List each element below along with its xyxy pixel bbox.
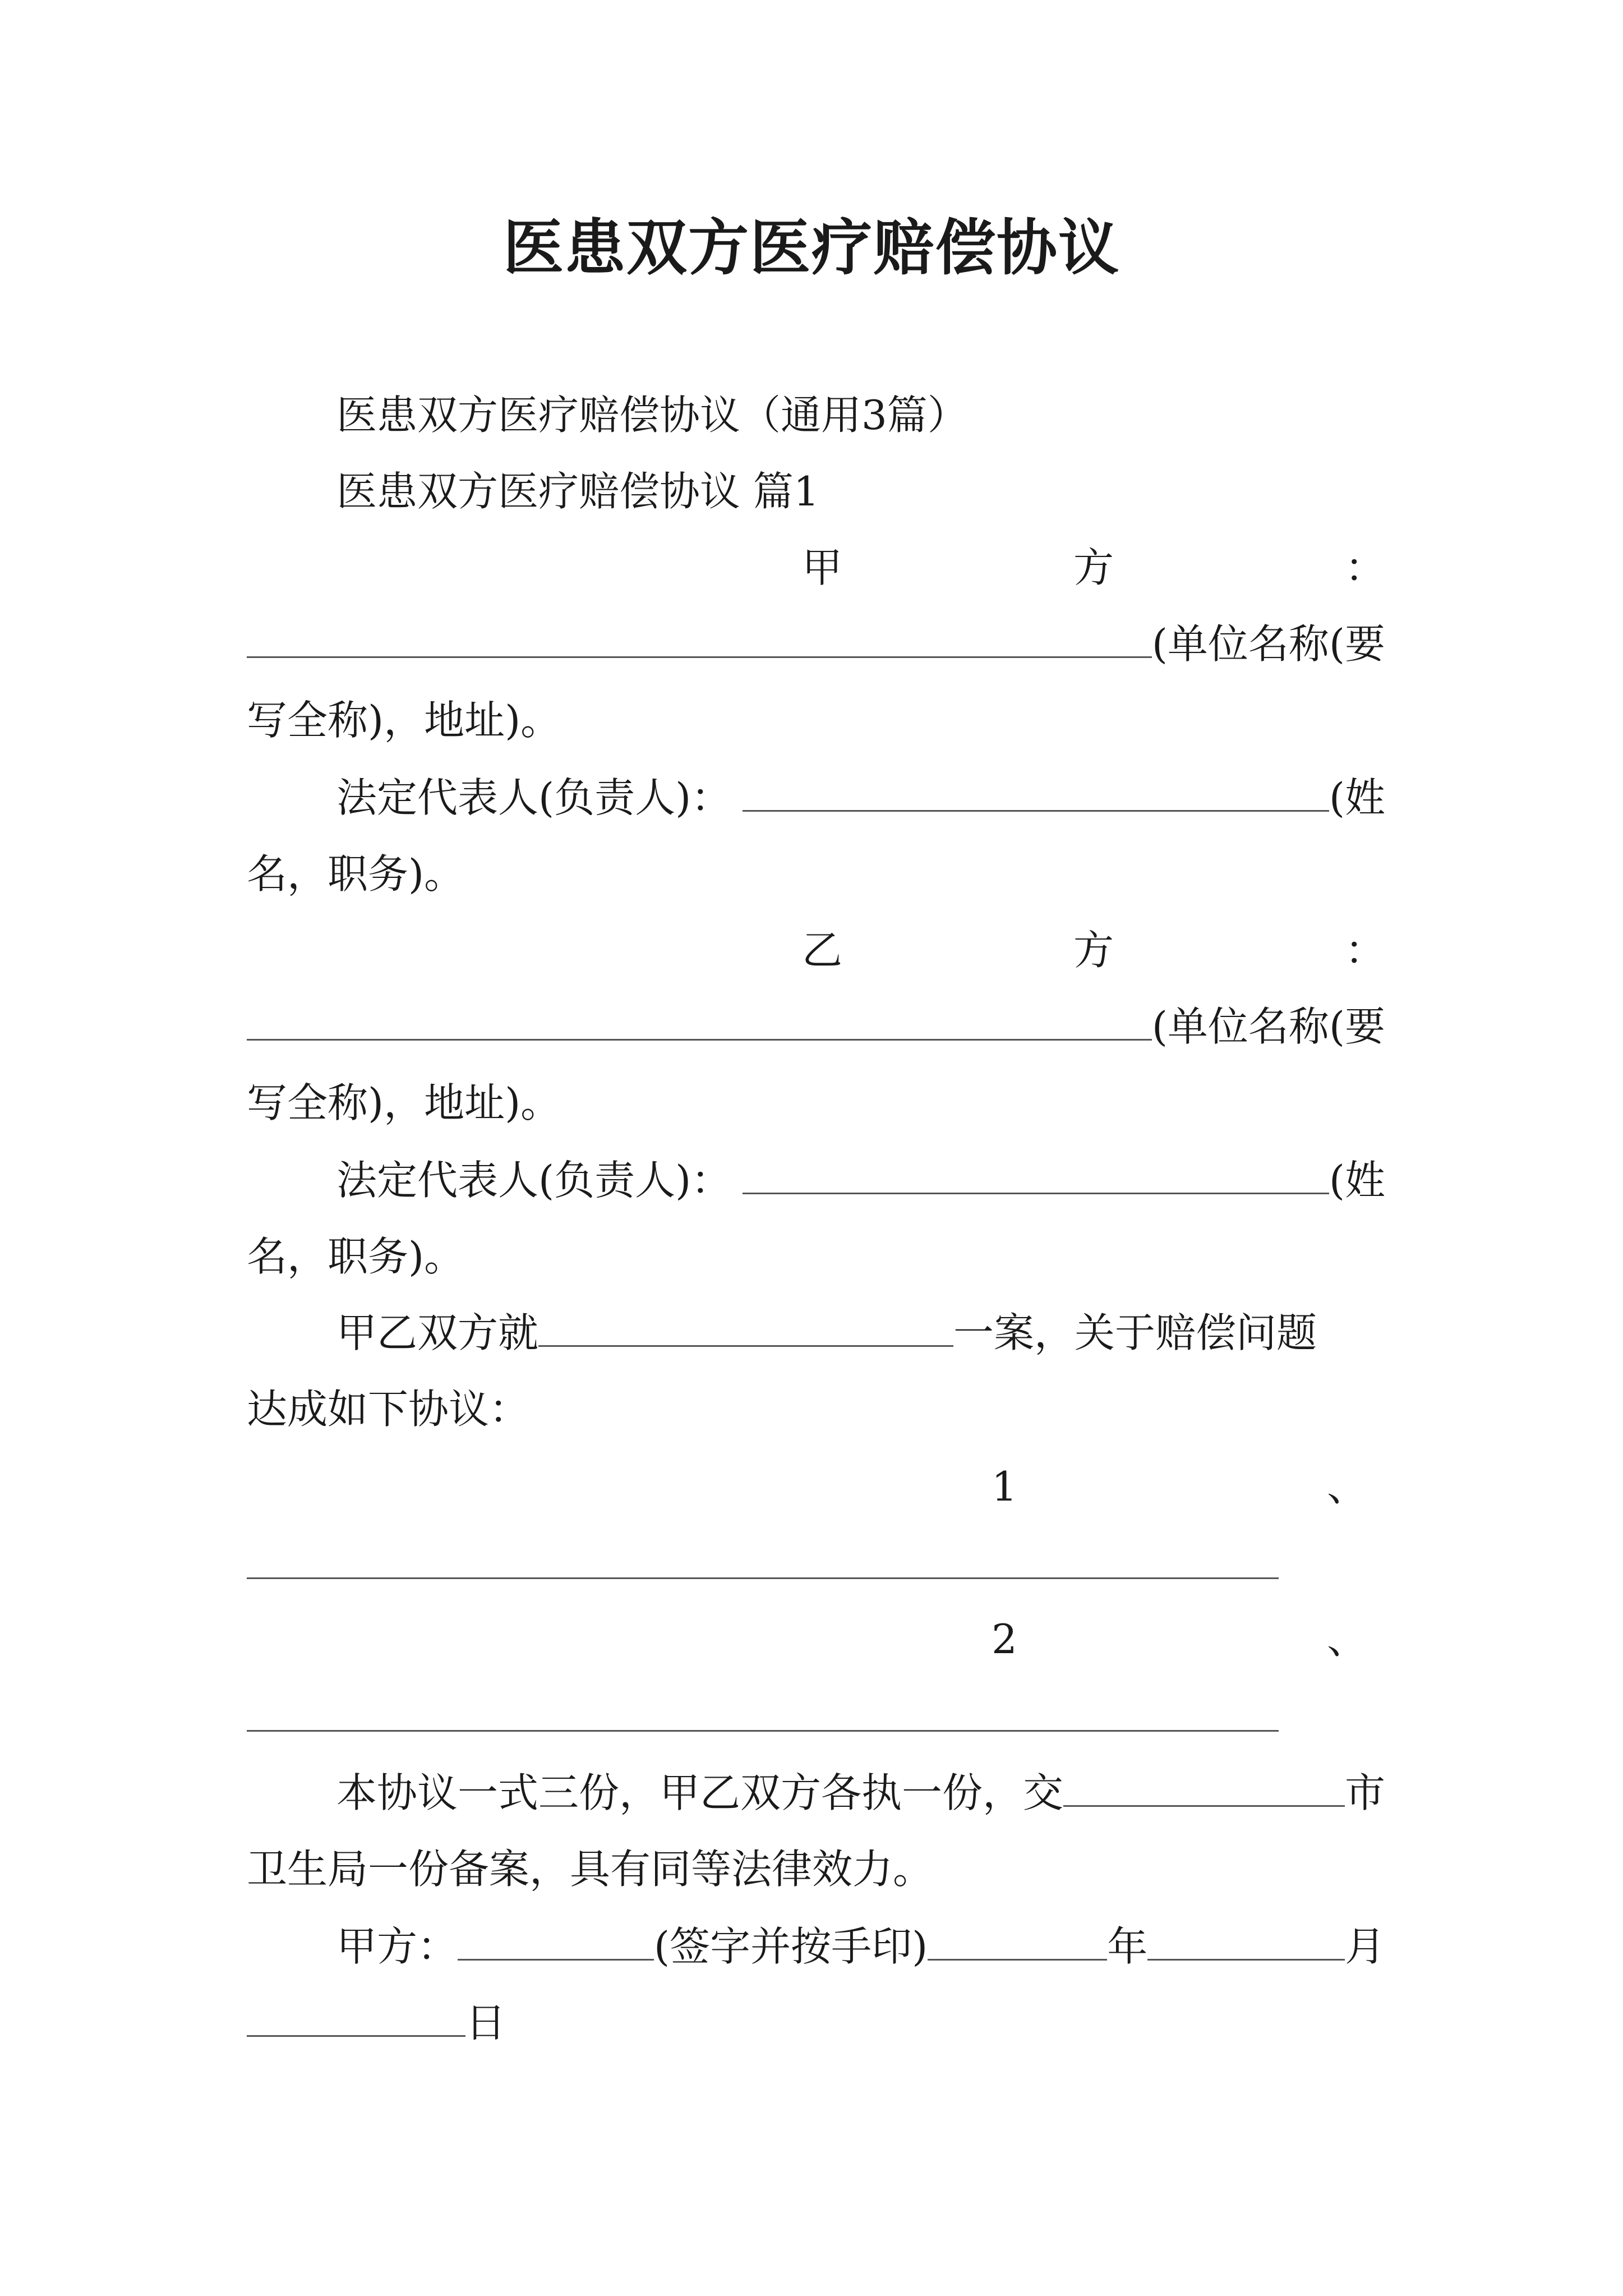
item-1-num: 1 — [992, 1463, 1017, 1510]
agreement-intro-b: 一案，关于赔偿问题 — [953, 1309, 1317, 1356]
item-2-label — [992, 1611, 1367, 1667]
item-2-sep: 、 — [1326, 1616, 1367, 1663]
party-a-char-1: 甲 — [802, 544, 843, 591]
signature-line — [336, 1918, 1385, 1975]
year-label: 年 — [1107, 1923, 1148, 1970]
party-b-colon: ： — [1344, 927, 1385, 974]
date-line — [247, 1995, 1385, 2051]
party-b-unit-note: (单位名称(要 — [1151, 1003, 1385, 1050]
party-a-rep-note-cont: 名，职务)。 — [247, 850, 465, 898]
item-1-sep: 、 — [1326, 1463, 1367, 1510]
party-b-rep-note: (姓 — [1329, 1157, 1385, 1204]
party-b-unit-blank[interactable] — [247, 1004, 1152, 1041]
party-b-char-2: 方 — [1073, 927, 1114, 974]
party-a-char-2: 方 — [1073, 544, 1114, 591]
subtitle: 医患双方医疗赔偿协议（通用3篇） — [336, 392, 968, 439]
sign-note: (签字并按手印) — [654, 1923, 928, 1970]
case-blank[interactable] — [538, 1310, 953, 1347]
party-a-unit-note: (单位名称(要 — [1151, 620, 1385, 668]
agreement-intro-a: 甲乙双方就 — [336, 1309, 539, 1356]
copies-b: 市 — [1344, 1769, 1385, 1816]
copies-a: 本协议一式三份，甲乙双方各执一份，交 — [336, 1769, 1064, 1816]
item-1-blank[interactable] — [247, 1577, 1279, 1579]
party-a-unit-blank[interactable] — [247, 622, 1152, 658]
party-b-rep-note-cont: 名，职务)。 — [247, 1233, 465, 1280]
party-b-rep-blank[interactable] — [743, 1158, 1329, 1194]
document-title: 医患双方医疗赔偿协议 — [502, 213, 1120, 283]
party-a-rep-note: (姓 — [1329, 774, 1385, 821]
party-a-label — [802, 540, 1385, 596]
year-blank[interactable] — [928, 1924, 1107, 1961]
month-label: 月 — [1344, 1923, 1385, 1970]
month-blank[interactable] — [1147, 1924, 1345, 1961]
day-blank[interactable] — [247, 2000, 465, 2037]
sign-blank[interactable] — [458, 1924, 654, 1961]
party-a-rep-line — [336, 770, 1385, 826]
party-b-unit-note-cont: 写全称)，地址)。 — [247, 1079, 561, 1126]
party-a-unit-line — [247, 616, 1385, 672]
item-2-blank[interactable] — [247, 1730, 1279, 1732]
party-a-rep-label: 法定代表人(负责人)： — [336, 774, 732, 821]
copies-line — [336, 1765, 1385, 1821]
item-1-label — [992, 1458, 1367, 1515]
party-a-unit-note-cont: 写全称)，地址)。 — [247, 697, 561, 744]
party-a-colon: ： — [1344, 544, 1385, 591]
party-a-rep-blank[interactable] — [743, 775, 1329, 812]
section-heading: 医患双方医疗赔偿协议 篇1 — [336, 468, 819, 515]
agreement-intro-line — [336, 1305, 1385, 1361]
party-b-unit-line — [247, 999, 1385, 1055]
party-b-char-1: 乙 — [802, 927, 843, 974]
party-b-rep-line — [336, 1152, 1385, 1208]
city-blank[interactable] — [1063, 1770, 1345, 1807]
copies-cont: 卫生局一份备案，具有同等法律效力。 — [247, 1846, 934, 1893]
party-b-label — [802, 922, 1385, 978]
item-2-num: 2 — [992, 1616, 1017, 1663]
day-label: 日 — [465, 1999, 506, 2046]
party-b-rep-label: 法定代表人(负责人)： — [336, 1157, 732, 1204]
agreement-intro-cont: 达成如下协议： — [247, 1386, 530, 1433]
sign-label: 甲方： — [336, 1923, 458, 1970]
